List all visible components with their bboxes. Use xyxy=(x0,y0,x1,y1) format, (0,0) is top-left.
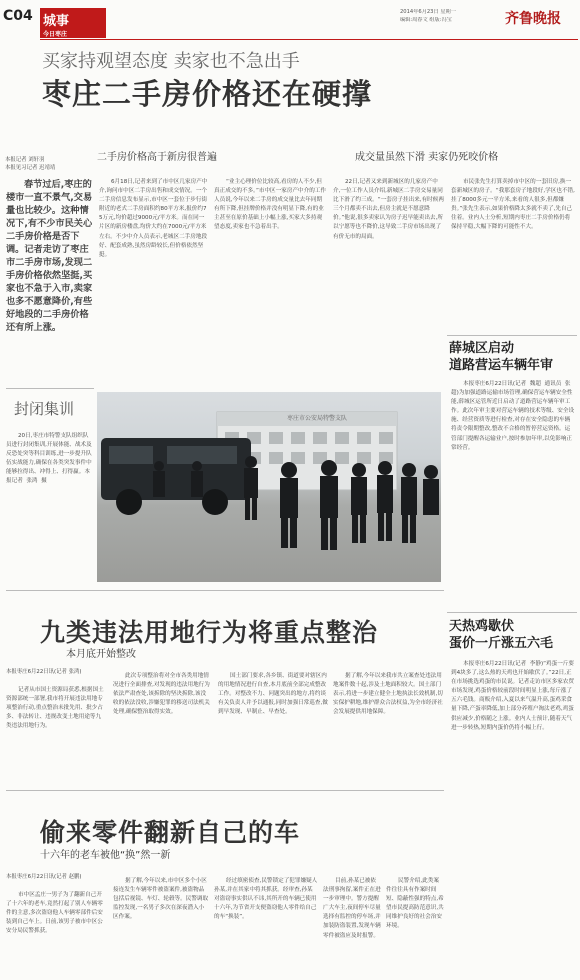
section-name: 城事 xyxy=(43,14,70,29)
article-column: 经过缜密侦查,民警锁定了犯罪嫌疑人孙某,并在其家中将其抓获。经审查,孙某对盗窃事实供认不讳,其所开的车辆已使用十六年,为节省开支便盗窃他人零件给自己的车“换装”。 xyxy=(214,878,318,921)
divider xyxy=(6,590,444,591)
page-header xyxy=(0,0,580,40)
divider xyxy=(447,612,577,613)
brief-title: 封闭集训 xyxy=(14,400,75,418)
article-kicker: 买家持观望态度 卖家也不急出手 xyxy=(42,51,300,72)
article-column: 目前,孙某已被依法刑事拘留,案件正在进一步审理中。警方提醒广大车主,夜间停车尽量选择有监控的停车场,并加装防盗装置,发现车辆零件被盗应及时报警。 xyxy=(323,878,381,939)
photo-banner: 枣庄市公安局特警支队 xyxy=(286,415,347,422)
article-column: “业主心理价位比较高,看房的人不少,但真正成交的不多。”市中区一家房产中介的工作人员说,今年以来二手房的成交量比去年同期有所下降,但挂牌价格并没有明显下降,有的业主甚至在原价基础上小幅上涨,买家大多持观望态度,卖家也不急着出手。 xyxy=(214,179,326,231)
divider xyxy=(6,388,94,389)
sub-section-name: 今日枣庄 xyxy=(43,31,68,38)
article-subtitle: 本月底开始整改 xyxy=(66,649,136,660)
article-column: 此次专项整治将对全市各类用地情况进行全面排查,对发现的违法用地行为依法严肃查处,该拆除的坚决拆除,该没收的依法没收,涉嫌犯罪的移送司法机关处理,确保整治取得实效。 xyxy=(113,673,210,716)
article-byline: 本报枣庄6月22日讯(记者 赵鹏) xyxy=(6,874,82,880)
section-tag xyxy=(40,8,106,38)
article-column: 国土部门要求,各乡镇、街道要对辖区内的用地情况进行自查,本月底前全部完成整改工作。对整改不力、问题突出的地方,将约谈有关负责人并予以通报,同时加强日常巡查,做到早发现、早制止、早查处。 xyxy=(218,673,328,716)
subhead-left-text: 二手房价格高于新房很普遍 xyxy=(97,152,217,162)
article-column: 据了解,今年以来我市共立案查处违法用地案件数十起,涉及土地面积较大。国土部门表示,将进一步建立健全土地执法长效机制,切实保护耕地,维护群众合法权益,为全市经济社会发展提供用地保障。 xyxy=(333,673,443,716)
subhead-right-text: 成交量虽然下滑 卖家仍死咬价格 xyxy=(355,152,499,162)
article-subtitle: 十六年的老车被他“换”然一新 xyxy=(40,850,171,861)
brief-title: 薛城区启动 道路营运车辆年审 xyxy=(449,341,554,373)
article-column: 据了解,今年以来,市中区多个小区接连发生车辆零件被盗案件,被盗物品包括后视镜、车灯、轮毂等。民警调取监控发现,一名男子多次在深夜潜入小区作案。 xyxy=(113,878,209,921)
brief-text: 20日,枣庄市特警支队组织队员进行封闭集训,开展体能、战术及反恐处突等科目训练,进一步提升队伍实战能力,确保在各类突发事件中能够拉得出、冲得上、打得赢。本报记者 张鸿 摄 xyxy=(6,433,92,485)
article-column: 市民张先生打算卖掉市中区的一套旧房,换一套新城区的房子。“我那套房子地段好,学区也不错,挂了8000多元一平方米,来看的人很多,但都嫌贵。”张先生表示,如果价格降太多就不卖了,先自己住着。业内人士分析,短期内枣庄二手房价格仍将保持平稳,大幅下降的可能性不大。 xyxy=(451,179,575,231)
divider xyxy=(6,790,444,791)
newspaper-logo: 齐鲁晚报 xyxy=(505,11,561,27)
issue-date: 2014年6月23日 星期一 xyxy=(400,9,456,15)
article-column: 市中区孟庄一男子为了翻新自己开了十六年的老车,竟然打起了别人车辆零件的主意,多次盗窃他人车辆零部件后安装到自己车上。日前,该男子被市中区公安分局民警抓获。 xyxy=(6,892,103,935)
article-column: 22日,记者又来到新城区的几家房产中介,一位工作人员介绍,新城区二手房交易量同比下滑了约三成。“一套房子挂出来,有时候两三个月都卖不出去,但房主就是不愿意降价。”他说,很多卖家认为房子迟早能卖出去,所以宁愿等也不降价,这导致二手房市场出现了有价无市的局面。 xyxy=(333,179,444,240)
editors-line: 编辑:周春文 组版:冯宝 xyxy=(400,17,452,23)
news-photo xyxy=(97,392,441,582)
article-byline: 本报记者 刘轩羽 本报见习记者 迟靖靖 xyxy=(5,157,56,171)
article-column: 记者从市国土资源局获悉,根据国土资源部统一部署,我市将开展违法用地专项整治行动,重点整治未批先用、批少占多、非法转让、违规改变土地用途等九类违法用地行为。 xyxy=(6,687,104,730)
brief-text: 本报枣庄6月22日讯(记者 李静)“鸡蛋一斤要到4块多了,这么热的天鸡也开始歇伏了。”22日,正在市场挑选鸡蛋的市民说。记者走访市区多家农贸市场发现,鸡蛋价格较前段时间明显上涨,每斤涨了五六毛钱。商贩介绍,入夏以来气温升高,蛋鸡采食量下降,产蛋率降低,加上部分养殖户淘汰老鸡,鸡蛋供应减少,价格随之上涨。业内人士预计,随着天气进一步转热,短期内蛋价仍将小幅上行。 xyxy=(451,661,575,731)
article-headline: 枣庄二手房价格还在硬撑 xyxy=(42,77,373,111)
brief-text: 本报枣庄6月22日讯(记者 魏超 通讯员 张超)为加强道路运输市场管理,确保营运车辆安全性能,薛城区运管所近日启动了道路营运车辆年审工作。此次年审主要对营运车辆的技术等级、安全设施、经营资质等进行检查,对存在安全隐患的车辆将责令限期整改,整改不合格的暂停营运资格。运管部门提醒各运输业户,按时参加年审,以免影响正常经营。 xyxy=(451,381,575,451)
divider xyxy=(447,335,577,336)
header-rule xyxy=(40,39,578,40)
article-headline: 九类违法用地行为将重点整治 xyxy=(40,618,379,647)
article-headline: 偷来零件翻新自己的车 xyxy=(40,818,301,847)
subhead-left xyxy=(97,148,337,162)
page-code: C04 xyxy=(3,8,33,24)
article-column: 6月18日,记者来到了市中区几家房产中介,询问市中区二手房出售和成交情况。一个二手房信息发布显示,市中区一套位于步行街附近的老式二手房面积约80平方米,报价约75万元,均价超过9000元/平方米。而在同一片区的新房楼盘,均价大约在7000元/平方米左右。不少中介人员表示,老城区二手房地段好、配套成熟,虽然房龄较长,但价格依然坚挺。 xyxy=(99,179,208,258)
subhead-right xyxy=(355,148,577,162)
article-lead: 春节过后,枣庄的楼市一直不景气,交易量也比较少。这种情况下,有不少市民关心二手房价格是否下调。记者走访了枣庄市二手房市场,发现二手房价格依然坚挺,买家也不急于入市,卖家也多不愿意降价,有些好地段的二手房价格还有所上涨。 xyxy=(6,179,93,333)
article-column: 民警介绍,此类案件往往具有作案时间短、隐蔽性强的特点,希望市民提高防范意识,共同维护良好的社会治安环境。 xyxy=(386,878,444,930)
brief-title: 天热鸡歇伏 蛋价一斤涨五六毛 xyxy=(449,619,554,651)
article-byline: 本报枣庄6月22日讯(记者 张鸿) xyxy=(6,669,82,675)
